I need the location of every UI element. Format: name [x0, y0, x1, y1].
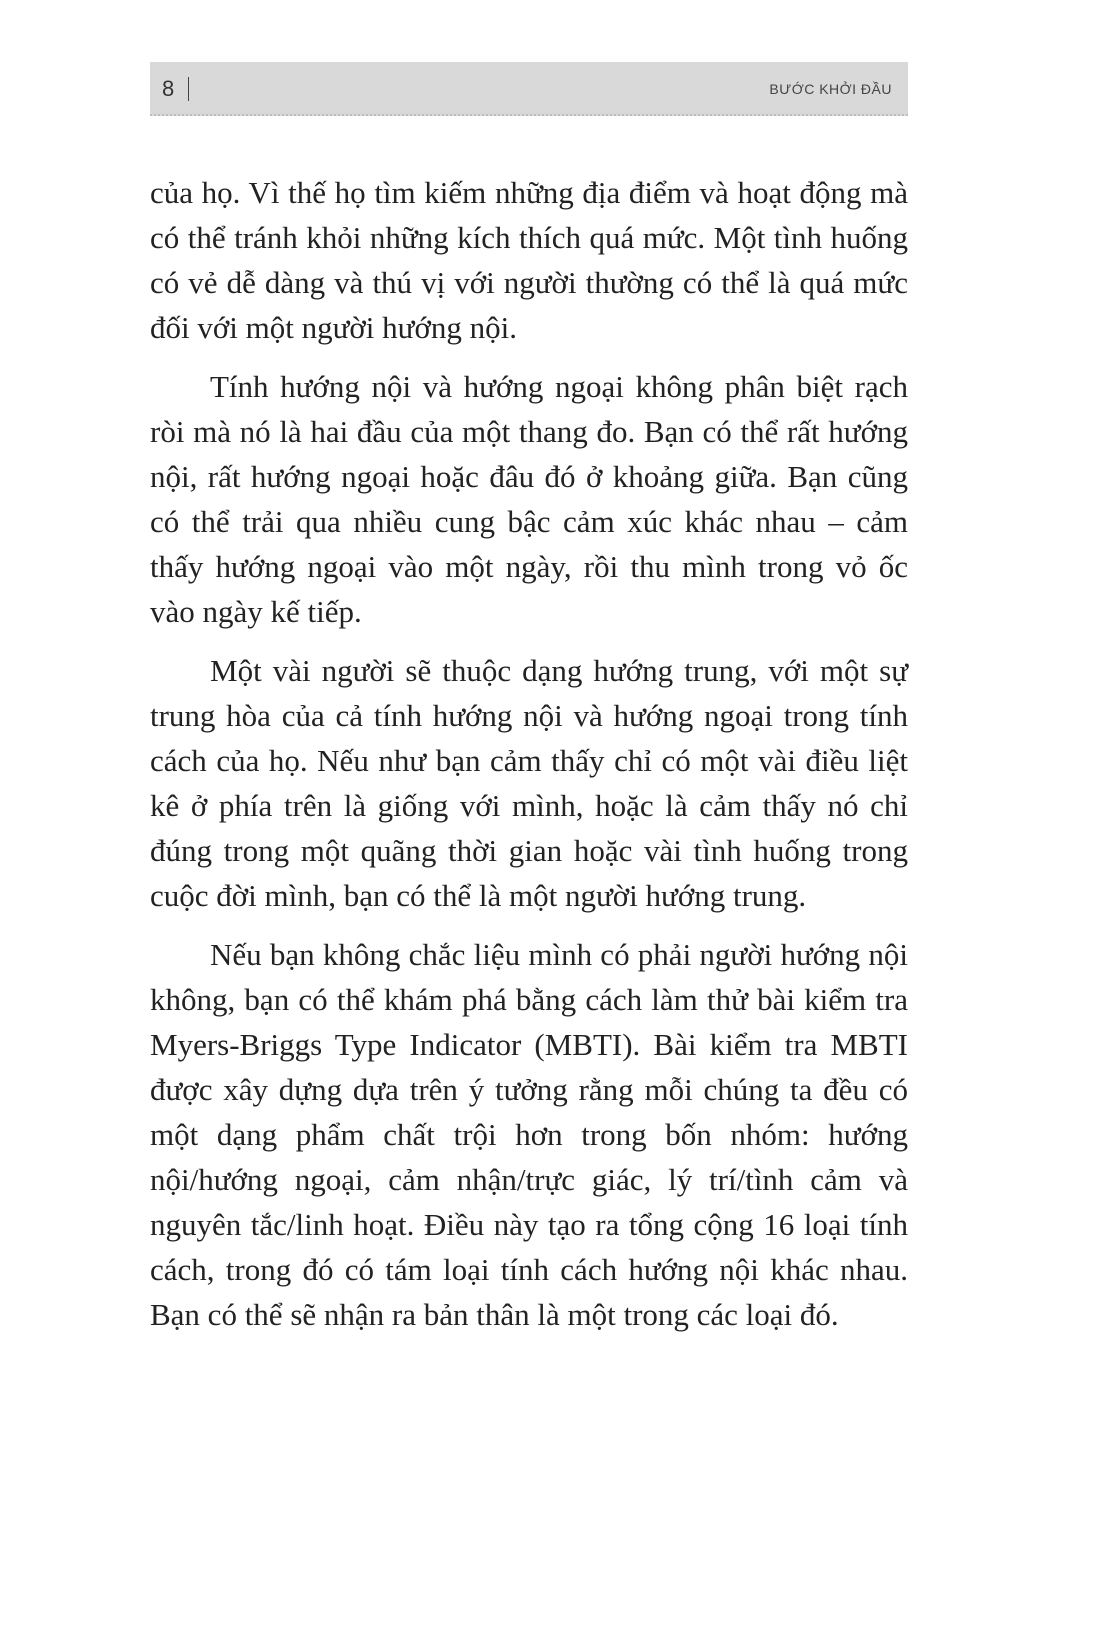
paragraph: Tính hướng nội và hướng ngoại không phân biệt rạch ròi mà nó là hai đầu của một thang đo. Bạn có thể rất hướng nội, rất hướng ngoại hoặc đâu đó ở khoảng giữa. Bạn cũng có thể trải qua nhiều cung bậc cảm xúc khác nhau – cảm thấy hướng ngoại vào một ngày, rồi thu mình trong vỏ ốc vào ngày kế tiếp.: [150, 369, 908, 629]
page-header: [150, 62, 908, 116]
paragraph: Nếu bạn không chắc liệu mình có phải người hướng nội không, bạn có thể khám phá bằng cách làm thử bài kiểm tra Myers-Briggs Type Indicator (MBTI). Bài kiểm tra MBTI được xây dựng dựa trên ý tưởng rằng mỗi chúng ta đều có một dạng phẩm chất trội hơn trong bốn nhóm: hướng nội/hướng ngoại, cảm nhận/trực giác, lý trí/tình cảm và nguyên tắc/linh hoạt. Điều này tạo ra tổng cộng 16 loại tính cách, trong đó có tám loại tính cách hướng nội khác nhau. Bạn có thể sẽ nhận ra bản thân là một trong các loại đó.: [150, 937, 908, 1332]
running-head: BƯỚC KHỞI ĐẦU: [769, 81, 892, 97]
page-body: [150, 170, 908, 1351]
paragraph-continued: của họ. Vì thế họ tìm kiếm những địa điểm và hoạt động mà có thể tránh khỏi những kích thích quá mức. Một tình huống có vẻ dễ dàng và thú vị với người thường có thể là quá mức đối với một người hướng nội.: [150, 175, 908, 345]
paragraph: Một vài người sẽ thuộc dạng hướng trung, với một sự trung hòa của cả tính hướng nội và hướng ngoại trong tính cách của họ. Nếu như bạn cảm thấy chỉ có một vài điều liệt kê ở phía trên là giống với mình, hoặc là cảm thấy nó chỉ đúng trong một quãng thời gian hoặc vài tình huống trong cuộc đời mình, bạn có thể là một người hướng trung.: [150, 653, 908, 913]
page-number: 8: [162, 76, 175, 101]
header-divider: [188, 77, 189, 101]
